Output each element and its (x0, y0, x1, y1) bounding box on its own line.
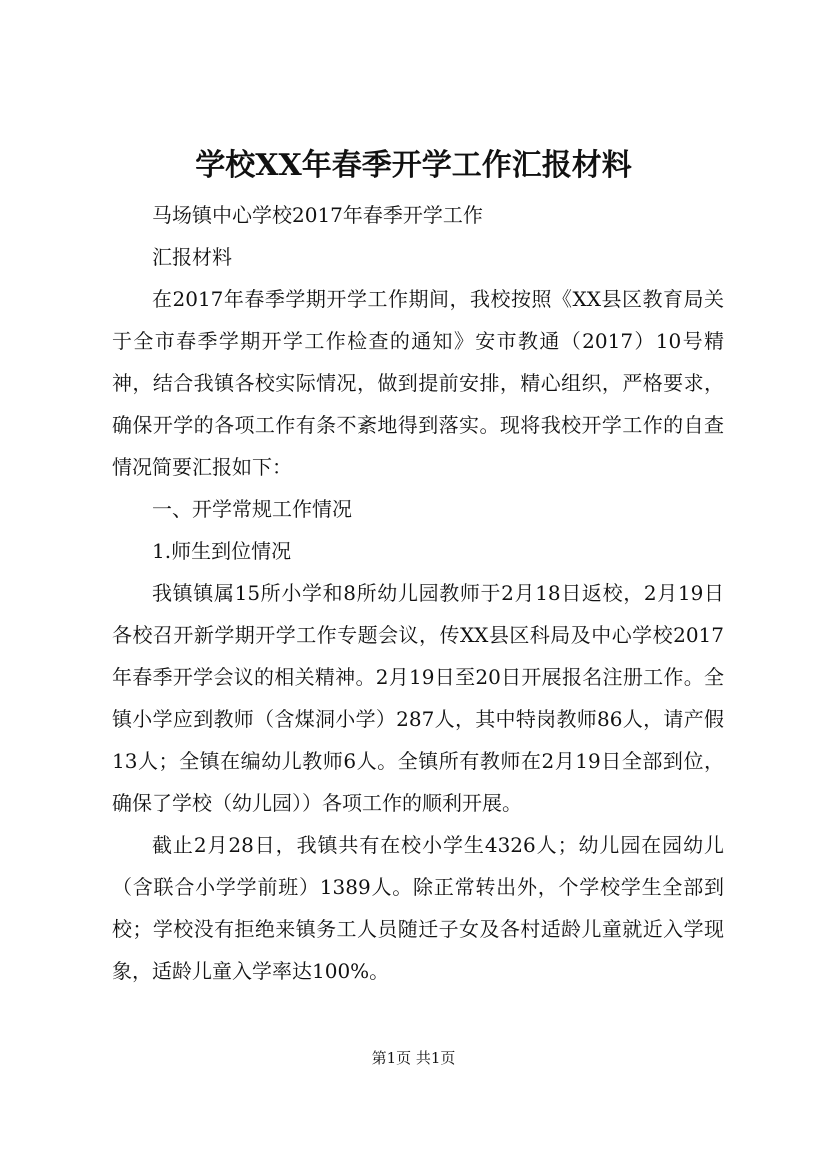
document-title: 学校XX年春季开学工作汇报材料 (195, 148, 632, 183)
page-footer: 第1页 共1页 (371, 1049, 456, 1067)
document-body (112, 194, 724, 992)
students-paragraph: 截止2月28日，我镇共有在校小学生4326人；幼儿园在园幼儿（含联合小学学前班）1389人。除正常转出外，个学校学生全部到校；学校没有拒绝来镇务工人员随迁子女及各村适龄儿童就近入学现象，适龄儿童入学率达100%。 (112, 833, 724, 983)
section-heading: 一、开学常规工作情况 (152, 497, 352, 521)
subtitle-line-1: 马场镇中心学校2017年春季开学工作 (152, 203, 483, 227)
subsection-heading: 1.师生到位情况 (152, 539, 292, 563)
subtitle-line-2: 汇报材料 (152, 245, 232, 269)
teachers-paragraph: 我镇镇属15所小学和8所幼儿园教师于2月18日返校，2月19日各校召开新学期开学工作专题会议，传XX县区科局及中心学校2017年春季开学会议的相关精神。2月19日至20日开展报名注册工作。全镇小学应到教师（含煤洞小学）287人，其中特岗教师86人，请产假13人；全镇在编幼儿教师6人。全镇所有教师在2月19日全部到位，确保了学校（幼儿园））各项工作的顺利开展。 (112, 581, 724, 815)
intro-paragraph: 在2017年春季学期开学工作期间，我校按照《XX县区教育局关于全市春季学期开学工作检查的通知》安市教通（2017）10号精神，结合我镇各校实际情况，做到提前安排，精心组织，严格要求，确保开学的各项工作有条不紊地得到落实。现将我校开学工作的自查情况简要汇报如下： (112, 287, 724, 479)
